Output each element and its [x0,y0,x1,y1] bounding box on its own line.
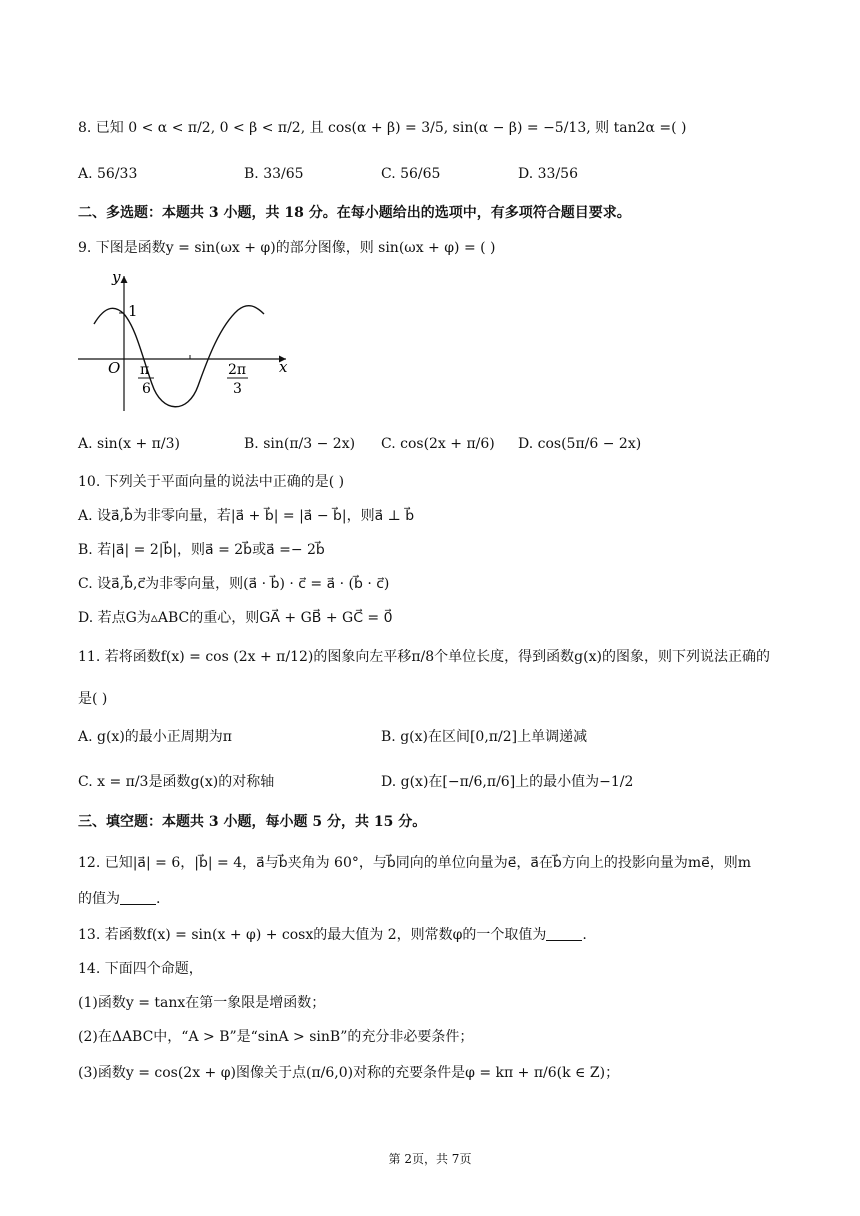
x-axis-label: x [279,358,288,376]
q8-option-a: A. 56/33 [78,166,138,182]
q10-option-c: C. 设a⃗,b⃗,c⃗为非零向量，则(a⃗ · b⃗) · c⃗ = a⃗ · (b⃗ · c⃗) [78,576,390,592]
q12-line2-suffix: . [156,891,161,907]
q9-option-a: A. sin(x + π/3) [78,436,180,452]
q9-option-b: B. sin(π/3 − 2x) [244,436,356,452]
q11-option-a: A. g(x)的最小正周期为π [78,729,232,745]
q13-answer-blank [546,926,582,941]
section2-heading: 二、多选题：本题共 3 小题，共 18 分。在每小题给出的选项中，有多项符合题目要求。 [78,205,631,221]
q8-stem: 8. 已知 0 < α < π/2, 0 < β < π/2, 且 cos(α + β) = 3/5, sin(α − β) = −5/13, 则 tan2α =( ) [78,120,687,136]
x-tick1-numerator: π [140,362,150,378]
q10-option-a: A. 设a⃗,b⃗为非零向量，若|a⃗ + b⃗| = |a⃗ − b⃗|，则a⃗ ⊥ b⃗ [78,508,415,524]
x-tick1-denominator: 6 [142,381,151,397]
q14-stem: 14. 下面四个命题， [78,961,203,977]
q10-option-d: D. 若点G为▵ABC的重心，则GA⃗ + GB⃗ + GC⃗ = 0⃗ [78,610,393,626]
q9-function-graph [78,266,294,416]
q11-stem-line2: 是( ) [78,691,108,707]
origin-label: O [108,359,121,377]
q10-option-b: B. 若|a⃗| = 2|b⃗|，则a⃗ = 2b⃗或a⃗ =− 2b⃗ [78,542,325,558]
q11-option-b: B. g(x)在区间[0,π/2]上单调递减 [381,729,588,745]
q13-prefix: 13. 若函数f(x) = sin(x + φ) + cosx的最大值为 2，则常数φ的一个取值为 [78,927,547,943]
q8-option-d: D. 33/56 [518,166,578,182]
q12-answer-blank [120,890,156,905]
q14-item-3: (3)函数y = cos(2x + φ)图像关于点(π/6,0)对称的充要条件是φ = kπ + π/6(k ∈ Z)； [78,1065,620,1081]
y-axis-label: y [112,268,121,286]
q9-option-d: D. cos(5π/6 − 2x) [518,436,642,452]
section3-heading: 三、填空题：本题共 3 小题，每小题 5 分，共 15 分。 [78,814,427,830]
y-tick-label: 1 [128,302,138,320]
q9-stem: 9. 下图是函数y = sin(ωx + φ)的部分图像，则 sin(ωx + φ) = ( ) [78,240,496,256]
q13-suffix: . [582,927,587,943]
q12-line1: 12. 已知|a⃗| = 6，|b⃗| = 4，a⃗与b⃗夹角为 60°，与b⃗同向的单位向量为e⃗，a⃗在b⃗方向上的投影向量为me⃗，则m [78,855,751,871]
q11-stem-line1: 11. 若将函数f(x) = cos (2x + π/12)的图象向左平移π/8个单位长度，得到函数g(x)的图象，则下列说法正确的 [78,649,770,665]
q13 [78,925,587,945]
q10-stem: 10. 下列关于平面向量的说法中正确的是( ) [78,474,345,490]
x-tick2-numerator: 2π [228,362,247,378]
q12-line2 [78,889,160,909]
q12-line2-prefix: 的值为 [78,891,120,907]
q8-option-b: B. 33/65 [244,166,304,182]
q14-item-2: (2)在ΔABC中，“A > B”是“sinA > sinB”的充分非必要条件； [78,1029,474,1045]
x-tick2-denominator: 3 [233,381,242,397]
q9-option-c: C. cos(2x + π/6) [381,436,495,452]
q11-option-c: C. x = π/3是函数g(x)的对称轴 [78,774,275,790]
q8-option-c: C. 56/65 [381,166,441,182]
page-footer: 第 2页，共 7页 [388,1152,472,1166]
q14-item-1: (1)函数y = tanx在第一象限是增函数； [78,995,326,1011]
q11-option-d: D. g(x)在[−π/6,π/6]上的最小值为−1/2 [381,774,634,790]
